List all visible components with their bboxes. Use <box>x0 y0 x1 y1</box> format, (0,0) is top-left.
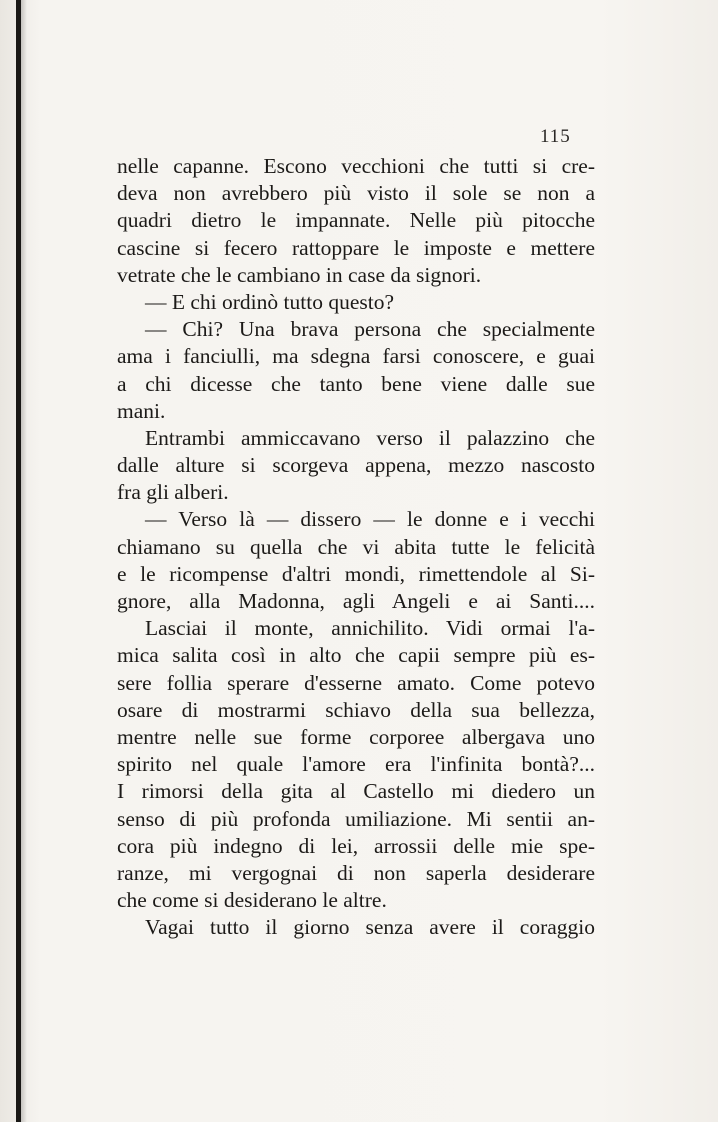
binding-shadow <box>21 0 27 1122</box>
text-line: Entrambi ammiccavano verso il palazzino che <box>145 425 595 450</box>
text-line: vetrate che le cambiano in case da signori. <box>117 262 482 287</box>
page-number: 115 <box>540 126 571 147</box>
text-line: fra gli alberi. <box>117 480 229 505</box>
text-line: deva non avrebbero più visto il sole se non a <box>117 181 595 206</box>
text-line: osare di mostrarmi schiavo della sua bellezza, <box>117 697 595 722</box>
text-line: sere follia sperare d'esserne amato. Come potevo <box>117 670 595 695</box>
text-line: cora più indegno di lei, arrossii delle mie spe- <box>117 833 595 858</box>
text-line: a chi dicesse che tanto bene viene dalle sue <box>117 371 595 396</box>
text-line: — Verso là — dissero — le donne e i vecchi <box>145 507 595 532</box>
text-line: mica salita così in alto che capii sempre più es- <box>117 643 595 668</box>
text-line: quadri dietro le impannate. Nelle più pitocche <box>117 208 595 233</box>
text-line: mentre nelle sue forme corporee albergava uno <box>117 724 595 749</box>
text-line: I rimorsi della gita al Castello mi diedero un <box>117 779 595 804</box>
text-line: che come si desiderano le altre. <box>117 888 387 913</box>
text-line: — E chi ordinò tutto questo? <box>145 289 395 314</box>
text-line: cascine si fecero rattoppare le imposte e mettere <box>117 235 595 260</box>
text-line: Vagai tutto il giorno senza avere il coraggio <box>145 915 595 940</box>
text-line: spirito nel quale l'amore era l'infinita bontà?... <box>117 752 595 777</box>
text-line: gnore, alla Madonna, agli Angeli e ai Santi.... <box>117 589 595 613</box>
text-line: senso di più profonda umiliazione. Mi sentii an- <box>117 806 595 831</box>
text-line: nelle capanne. Escono vecchioni che tutti si cre- <box>117 154 595 178</box>
text-line: dalle alture si scorgeva appena, mezzo nascosto <box>117 453 595 478</box>
text-line: e le ricompense d'altri mondi, rimettendole al Si- <box>117 561 595 586</box>
text-line: mani. <box>117 398 166 423</box>
text-line: ama i fanciulli, ma sdegna farsi conoscere, e guai <box>117 344 595 369</box>
text-line: — Chi? Una brava persona che specialmente <box>145 317 595 342</box>
text-line: chiamano su quella che vi abita tutte le felicità <box>117 534 595 559</box>
body-text <box>117 153 595 941</box>
text-line: ranze, mi vergognai di non saperla desiderare <box>117 860 595 885</box>
text-line: Lasciai il monte, annichilito. Vidi ormai l'a- <box>145 616 595 641</box>
